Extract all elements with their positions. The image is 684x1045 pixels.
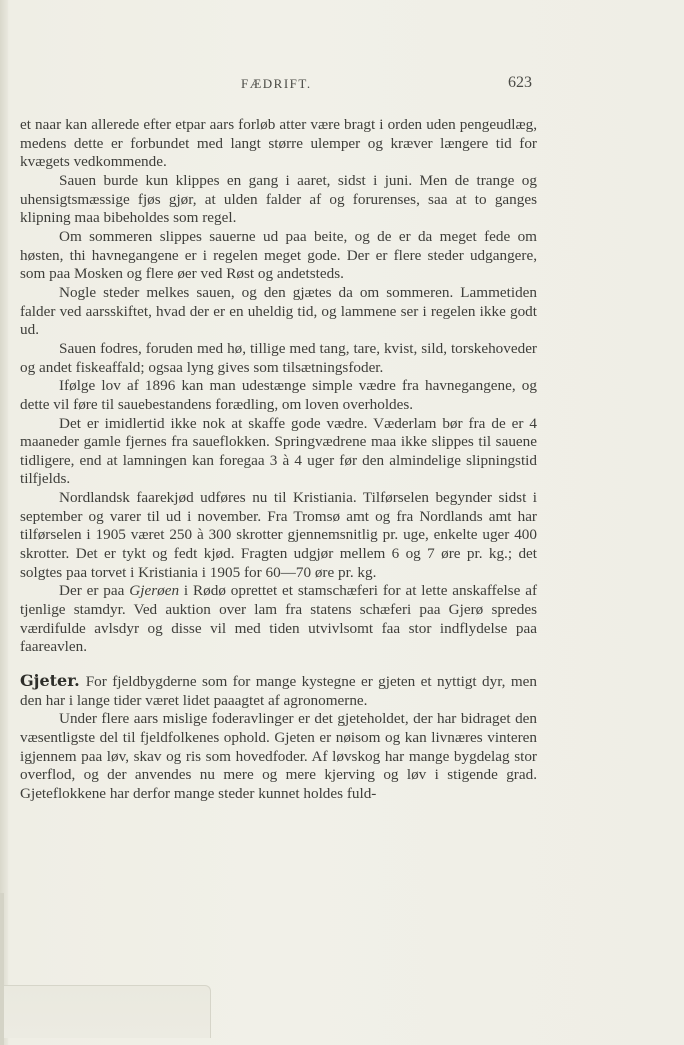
paragraph: Sauen burde kun klippes en gang i aaret, sidst i juni. Men de trange og uhensigtsmæssige fjøs gjør, at ulden falder af og forurenses, saa at to ganges klipning maa bibeholdes som regel. [20, 171, 537, 227]
binding-edge [0, 0, 8, 1045]
paragraph: Under flere aars mislige foderavlinger er det gjeteholdet, der har bidraget den væsentligste del til fjeldfolkenes ophold. Gjeten er nøisom og kan livnæres vinteren igjennem paa løv, skav og ris som hovedfoder. Af løvskog har mange bygdelag stor overflod, og der anvendes nu mere og mere kjerving og løv i stigende grad. Gjeteflokkene har derfor mange steder kunnet holdes fuld- [20, 710, 537, 802]
running-head: FÆDRIFT. [241, 76, 312, 91]
section-heading: Gjeter. [20, 671, 80, 691]
paragraph-text: i Rødø oprettet et stamschæferi for at lette anskaffelse af tjenlige stamdyr. Ved auktion over lam fra statens schæferi paa Gjerø spredes værdifulde avlsdyr og disse vil med tiden utvivlsomt faa stor indflydelse paa faareavlen. [20, 582, 538, 656]
paragraph: Nordlandsk faarekjød udføres nu til Kristiania. Tilførselen begynder sidst i september og varer til ud i november. Fra Tromsø amt og fra Nordlands amt har tilførselen i 1905 været 250 à 300 skrotter gjennemsnitlig pr. uge, enkelte uger 400 skrotter. Det er tykt og fedt kjød. Fragten udgjør mellem 6 og 7 øre pr. kg.; det solgtes paa torvet i Kristiania i 1905 for 60—70 øre pr. kg. [20, 489, 537, 581]
body-text [20, 116, 537, 804]
section-gjeter [20, 672, 537, 710]
page-edge-shadow [0, 893, 4, 1045]
paragraph: Sauen fodres, foruden med hø, tillige med tang, tare, kvist, sild, torskehoveder og andet fiskeaffald; ogsaa lyng gives som tilsætningsfoder. [20, 339, 537, 376]
paragraph-text: Der er paa [59, 582, 130, 600]
paragraph-text: For fjeldbygderne som for mange kystegne er gjeten et nyttigt dyr, men den har i lange tider været lidet paaagtet af agronomerne. [20, 673, 537, 709]
paper-fold [0, 985, 211, 1038]
paragraph: Ifølge lov af 1896 kan man udestænge simple vædre fra havnegangene, og dette vil føre til sauebestandens forædling, om loven overholdes. [20, 377, 537, 413]
place-name: Gjerøen [129, 582, 180, 600]
page-number: 623 [508, 74, 532, 91]
paragraph-gjeroen [20, 582, 537, 657]
paragraph: Det er imidlertid ikke nok at skaffe gode vædre. Væderlam bør fra de er 4 maaneder gamle fjernes fra saueflokken. Springvædrene maa ikke slippes til sauene tidligere, end at lamningen kan foregaa 3 à 4 uger før den almindelige slipningstid tilfjelds. [20, 414, 537, 488]
paragraph: Nogle steder melkes sauen, og den gjætes da om sommeren. Lammetiden falder ved aarsskiftet, hvad der er en uheldig tid, og lammene ser i regelen ikke godt ud. [20, 283, 537, 339]
paragraph: et naar kan allerede efter etpar aars forløb atter være bragt i orden uden pengeudlæg, medens dette er forbundet med langt større ulemper og kræver længere tid for kvægets vedkommende. [20, 116, 537, 171]
page-header [0, 76, 684, 98]
paragraph: Om sommeren slippes sauerne ud paa beite, og de er da meget fede om høsten, thi havnegangene er i regelen meget gode. Der er flere steder udgangere, som paa Mosken og flere øer ved Røst og andetsteds. [20, 227, 537, 283]
